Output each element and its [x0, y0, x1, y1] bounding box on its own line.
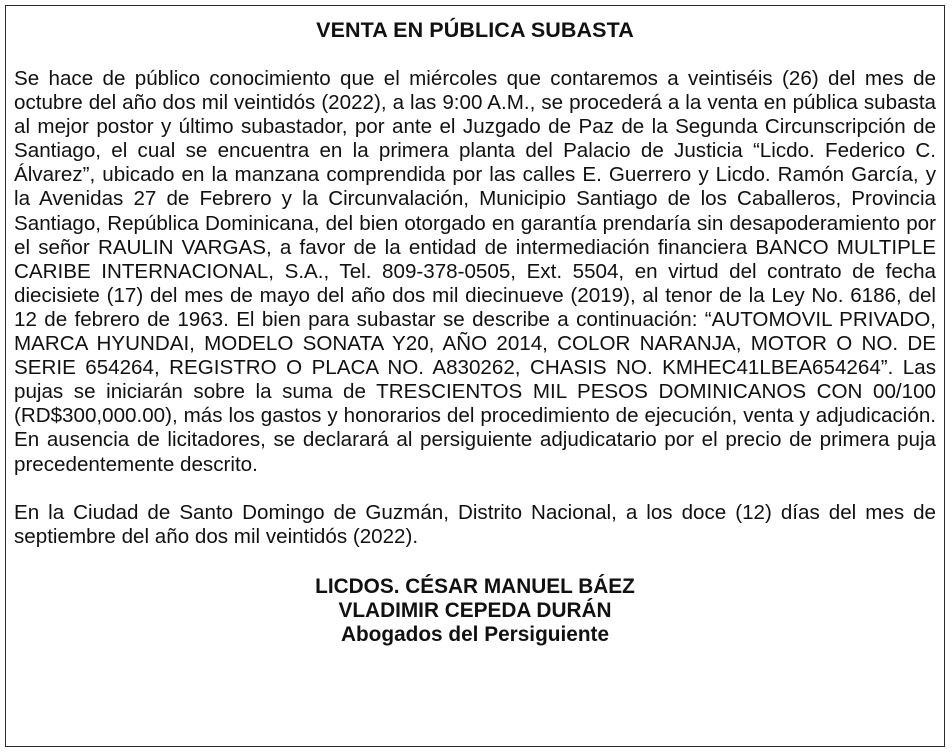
notice-body-paragraph: Se hace de público conocimiento que el miércoles que contaremos a veintiséis (26) del mes de octubre del año dos mil veintidós (2022), a las 9:00 A.M., se procederá a la venta en pública subasta al mejor postor y último subastador, por ante el Juzgado de Paz de la Segunda Circunscripción de Santiago, el cual se encuentra en la primera planta del Palacio de Justicia “Licdo. Federico C. Álvarez”, ubicado en la manzana comprendida por las calles E. Guerrero y Licdo. Ramón García, y la Avenidas 27 de Febrero y la Circunvalación, Municipio Santiago de los Caballeros, Provincia Santiago, República Dominicana, del bien otorgado en garantía prendaría sin desapoderamiento por el señor RAULIN VARGAS, a favor de la entidad de intermediación financiera BANCO MULTIPLE CARIBE INTERNACIONAL, S.A., Tel. 809-378-0505, Ext. 5504, en virtud del contrato de fecha diecisiete (17) del mes de mayo del año dos mil diecinueve (2019), al tenor de la Ley No. 6186, del 12 de febrero de 1963. El bien para subastar se describe a continuación: “AUTOMOVIL PRIVADO, MARCA HYUNDAI, MODELO SONATA Y20, AÑO 2014, COLOR NARANJA, MOTOR O NO. DE SERIE 654264, REGISTRO O PLACA NO. A830262, CHASIS NO. KMHEC41LBEA654264”. Las pujas se iniciarán sobre la suma de TRESCIENTOS MIL PESOS DOMINICANOS CON 00/100 (RD$300,000.00), más los gastos y honorarios del procedimiento de ejecución, venta y adjudicación. En ausencia de licitadores, se declarará al persiguiente adjudicatario por el precio de primera puja precedentemente descrito. [14, 67, 936, 476]
legal-notice [14, 16, 936, 647]
notice-closing-paragraph: En la Ciudad de Santo Domingo de Guzmán, Distrito Nacional, a los doce (12) días del mes de septiembre del año dos mil veintidós (2022). [14, 500, 936, 548]
signature-line-role: Abogados del Persiguiente [340, 622, 610, 646]
signature-block [14, 575, 936, 647]
signature-line-lawyer-1: LICDOS. CÉSAR MANUEL BÁEZ [315, 574, 635, 598]
signature-line-lawyer-2: VLADIMIR CEPEDA DURÁN [338, 598, 612, 622]
notice-title: VENTA EN PÚBLICA SUBASTA [316, 18, 634, 42]
